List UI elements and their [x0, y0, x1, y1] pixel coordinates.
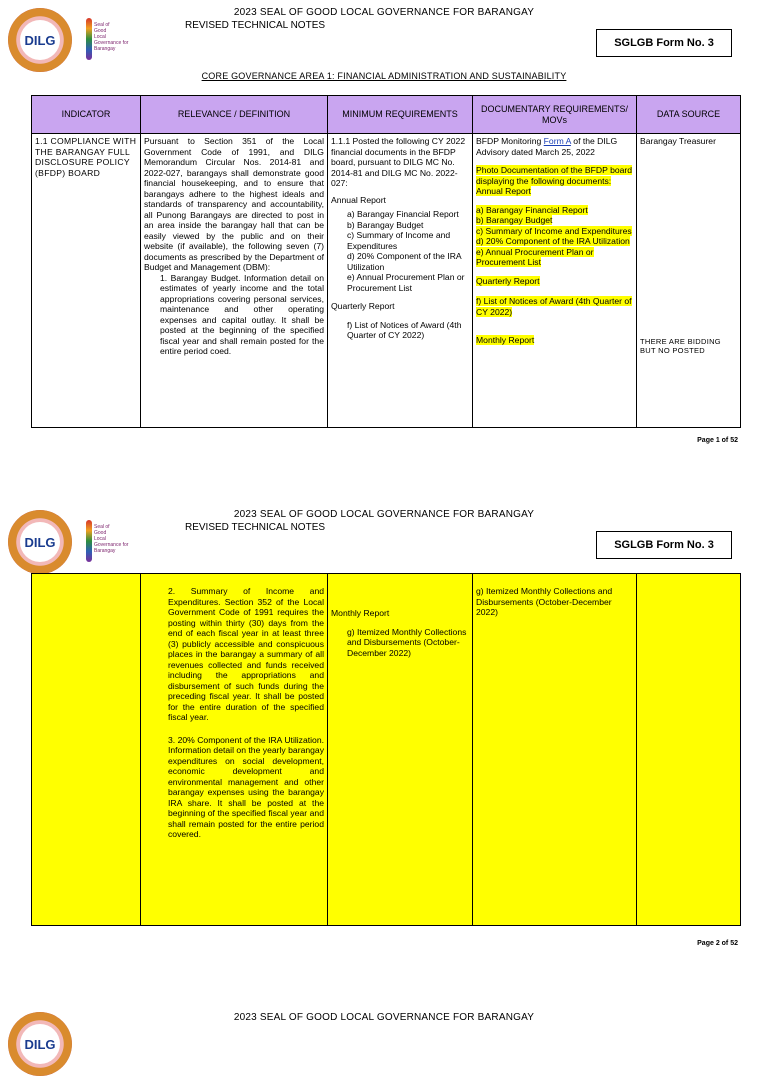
dilg-logo: DILG: [8, 8, 72, 72]
document-title: 2023 SEAL OF GOOD LOCAL GOVERNANCE FOR BARANGAY: [233, 7, 535, 18]
document-title: 2023 SEAL OF GOOD LOCAL GOVERNANCE FOR BARANGAY: [233, 509, 535, 520]
document-title: 2023 SEAL OF GOOD LOCAL GOVERNANCE FOR BARANGAY: [233, 1012, 535, 1023]
dilg-logo: DILG: [8, 1012, 72, 1076]
dilg-logo: DILG: [8, 510, 72, 574]
movs-cell: BFDP Monitoring Form A of the DILG Advisory dated March 25, 2022 Photo Documentation of the BFDP board displaying the following documents: Annual Report a) Barangay Financial Report b) Barangay Budget c) Summary of Income and Expenditures d) 20% Component of the IRA Utilization e) Annual Procurement Plan or Procurement List Quarterly Report f) List of Notices of Award (4th Quarter of CY 2022) Monthly Report: [473, 134, 637, 428]
col-relevance: RELEVANCE / DEFINITION: [141, 96, 328, 134]
page-number: Page 1 of 52: [697, 437, 738, 444]
page-3: [0, 1000, 768, 1052]
sglgb-logo: Seal of Good Local Governance for Barangay: [82, 16, 132, 64]
form-number-box: SGLGB Form No. 3: [596, 531, 732, 559]
min-req-cell: 1.1.1 Posted the following CY 2022 financial documents in the BFDP board, pursuant to DILG MC No. 2014-81 and DILG MC No. 2022-027: Annual Report a) Barangay Financial Report b) Barangay Budget c) Summary of Income and Expenditures d) 20% Component of the IRA Utilization e) Annual Procurement Plan or Procurement List Quarterly Report f) List of Notices of Award (4th Quarter of CY 2022): [328, 134, 473, 428]
indicator-table-continued: [31, 573, 741, 926]
min-req-cell: Monthly Report g) Itemized Monthly Collections and Disbursements (October-December 2022): [328, 574, 473, 926]
movs-cell: g) Itemized Monthly Collections and Disbursements (October-December 2022): [473, 574, 637, 926]
col-data-source: DATA SOURCE: [637, 96, 741, 134]
col-movs: DOCUMENTARY REQUIREMENTS/ MOVs: [473, 96, 637, 134]
form-number-box: SGLGB Form No. 3: [596, 29, 732, 57]
area-title: CORE GOVERNANCE AREA 1: FINANCIAL ADMINISTRATION AND SUSTAINABILITY: [201, 71, 567, 81]
document-subtitle: REVISED TECHNICAL NOTES: [185, 20, 326, 31]
indicator-cell: [32, 574, 141, 926]
definition-cell: Pursuant to Section 351 of the Local Government Code of 1991, and DILG Memorandum Circular Nos. 2014-81 and 2022-027, barangays shall demonstrate good financial housekeeping, and to ensure that barangays adhere to the highest ideals and standards of transparency and accountability, all Punong Barangays are directed to post in an area inside the barangay hall that can be easily viewed by the public and on their website (if available), the following seven (7) documents as prescribed by the Department of Budget and Management (DBM): 1. Barangay Budget. Information detail on estimates of yearly income and the total appropriations covering personal services, maintenance and other operating expenses and capital outlay. It shall be posted at the beginning of the specified fiscal year and shall remain posted for the entire period coed.: [141, 134, 328, 428]
page-number: Page 2 of 52: [697, 940, 738, 947]
data-source-cell: [637, 574, 741, 926]
form-a-link[interactable]: Form A: [543, 136, 571, 146]
col-indicator: INDICATOR: [32, 96, 141, 134]
data-source-cell: Barangay Treasurer THERE ARE BIDDING BUT NO POSTED: [637, 134, 741, 428]
definition-cell: 2. Summary of Income and Expenditures. Section 352 of the Local Government Code of 1991 requires the posting within thirty (30) days from the end of each fiscal year in at least three (3) publicly accessible and conspicuous places in the barangay a summary of all revenues collected and funds received including the appropriations and disbursement of such funds during the preceding fiscal year. It shall be posted for the entire duration of the specified fiscal year. 3. 20% Component of the IRA Utilization. Information detail on the yearly barangay expenditures on social development, economic development and environmental management and other barangay expenses using the barangay IRA share. It shall be posted at the beginning of the specified fiscal year and shall remain posted for the entire period covered.: [141, 574, 328, 926]
sglgb-logo: Seal of Good Local Governance for Barangay: [82, 518, 132, 566]
indicator-cell: 1.1 COMPLIANCE WITH THE BARANGAY FULL DISCLOSURE POLICY (BFDP) BOARD: [32, 134, 141, 428]
document-subtitle: REVISED TECHNICAL NOTES: [185, 522, 326, 533]
col-min-req: MINIMUM REQUIREMENTS: [328, 96, 473, 134]
data-source-note: THERE ARE BIDDING BUT NO POSTED: [640, 336, 721, 355]
